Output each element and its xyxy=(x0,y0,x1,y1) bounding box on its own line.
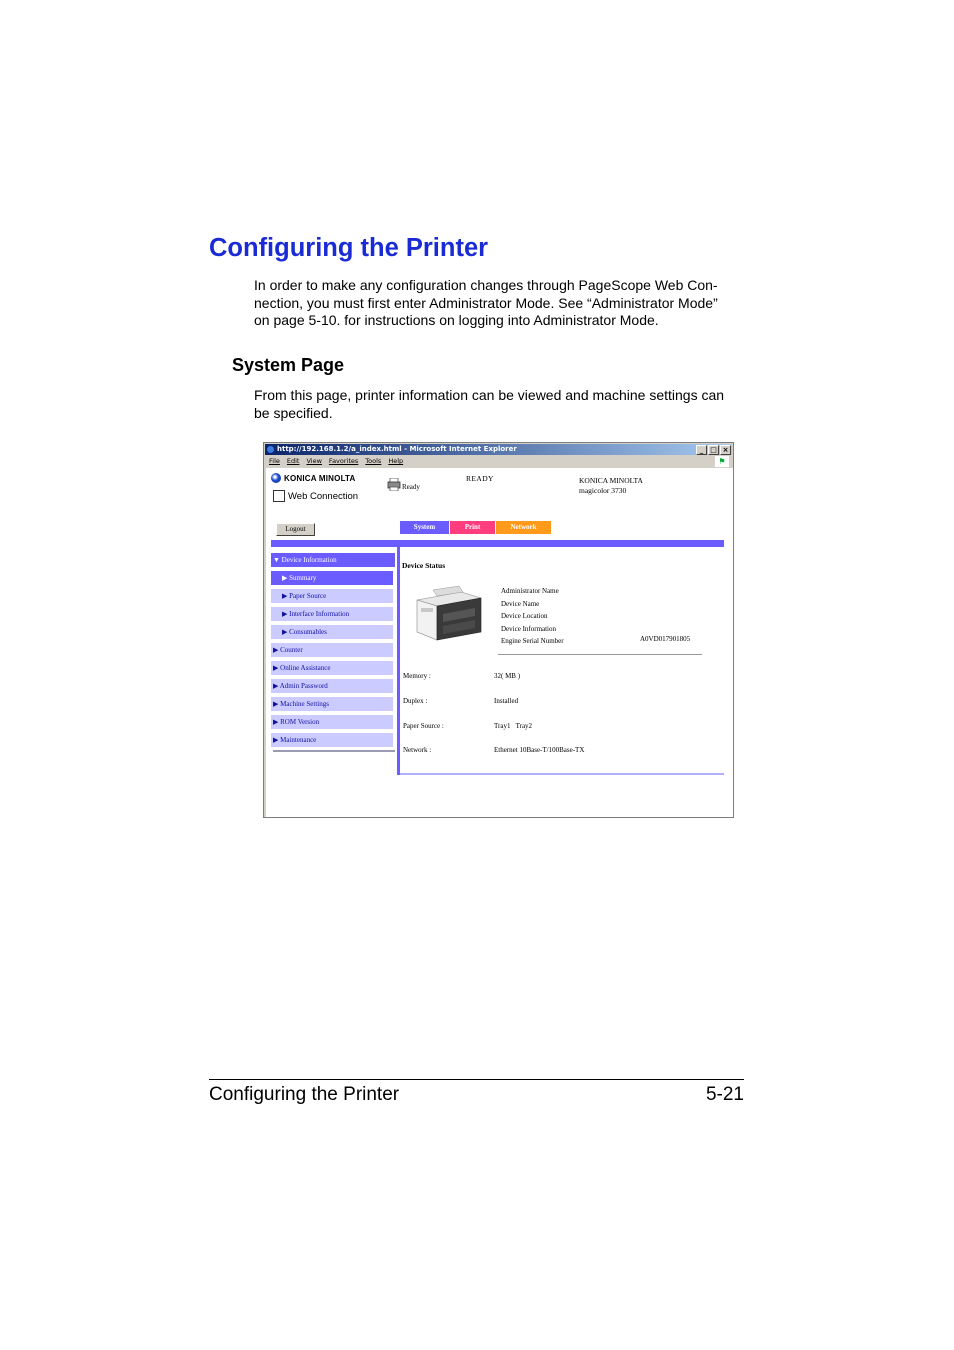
engine-serial-value: A0VD017901805 xyxy=(640,635,691,643)
field-device-name: Device Name xyxy=(501,599,540,608)
pagescope-mark-icon xyxy=(273,490,285,502)
section-heading: System Page xyxy=(232,355,345,375)
brand-name: KONICA MINOLTA xyxy=(284,473,356,483)
nav-summary[interactable]: ▶ Summary xyxy=(271,571,393,585)
device-status-title: Device Status xyxy=(402,561,446,570)
spec-duplex-value: Installed xyxy=(494,697,519,705)
nav-online-assistance[interactable]: ▶ Online Assistance xyxy=(271,661,393,675)
nav-device-information[interactable]: ▼ Device Information xyxy=(271,553,395,567)
spec-network-value: Ethernet 10Base-T/100Base-TX xyxy=(494,746,585,754)
nav-consumables[interactable]: ▶ Consumables xyxy=(271,625,393,639)
footer-page-number: 5-21 xyxy=(705,1084,744,1105)
model-brand: KONICA MINOLTA xyxy=(579,476,643,485)
product-name: Web Connection xyxy=(288,490,359,502)
main-tabs xyxy=(400,521,551,534)
close-button[interactable]: × xyxy=(720,445,731,455)
info-divider xyxy=(498,654,702,655)
spec-duplex-label: Duplex : xyxy=(403,697,428,705)
minimize-button[interactable]: _ xyxy=(696,445,707,455)
web-content xyxy=(266,468,733,817)
menu-tools[interactable]: Tools xyxy=(365,457,382,465)
nav-machine-settings[interactable]: ▶ Machine Settings xyxy=(271,697,393,711)
page-heading: Configuring the Printer xyxy=(209,234,489,262)
ie-icon xyxy=(267,446,274,453)
nav-interface-information[interactable]: ▶ Interface Information xyxy=(271,607,393,621)
logout-button[interactable]: Logout xyxy=(276,523,315,536)
maximize-button[interactable]: □ xyxy=(708,445,719,455)
tab-print[interactable]: Print xyxy=(450,521,495,534)
menu-view[interactable]: View xyxy=(306,457,322,465)
spec-memory-value: 32( MB ) xyxy=(494,672,521,680)
status-small: Ready xyxy=(402,483,420,491)
section-line: From this page, printer information can be viewed and machine settings can xyxy=(254,387,725,403)
printer-status-icon xyxy=(387,478,401,491)
spec-memory-label: Memory : xyxy=(403,672,431,680)
status-top: READY xyxy=(466,474,494,483)
tab-system[interactable]: System xyxy=(400,521,449,534)
browser-titlebar xyxy=(265,444,732,455)
pagescope-logo xyxy=(273,490,358,502)
intro-line: In order to make any configuration changes through PageScope Web Con- xyxy=(254,277,718,293)
browser-menubar xyxy=(265,456,732,467)
spec-paper-source-label: Paper Source : xyxy=(403,722,444,730)
intro-line: nection, you must first enter Administrator Mode. See “Administrator Mode” xyxy=(254,294,718,311)
konica-minolta-logo xyxy=(271,473,356,483)
nav-divider xyxy=(397,547,400,775)
nav-maintenance[interactable]: ▶ Maintenance xyxy=(271,733,393,747)
intro-paragraph xyxy=(254,277,740,330)
nav-admin-password[interactable]: ▶ Admin Password xyxy=(271,679,393,693)
field-device-location: Device Location xyxy=(501,612,548,620)
tab-underline-bar xyxy=(271,540,724,547)
menu-file[interactable]: File xyxy=(269,457,280,465)
tab-network[interactable]: Network xyxy=(496,521,551,534)
browser-title: http://192.168.1.2/a_index.html - Microsoft Internet Explorer xyxy=(277,445,517,453)
section-paragraph xyxy=(254,387,740,422)
menu-favorites[interactable]: Favorites xyxy=(328,457,359,465)
nav-rom-version[interactable]: ▶ ROM Version xyxy=(271,715,393,729)
model-name: magicolor 3730 xyxy=(579,486,627,495)
footer-title: Configuring the Printer xyxy=(209,1084,400,1105)
nav-paper-source[interactable]: ▶ Paper Source xyxy=(271,589,393,603)
menu-help[interactable]: Help xyxy=(388,457,404,465)
menu-edit[interactable]: Edit xyxy=(286,457,300,465)
spec-paper-source-value: Tray1 Tray2 xyxy=(494,722,533,730)
field-engine-serial-number: Engine Serial Number xyxy=(501,637,564,645)
spec-network-label: Network : xyxy=(403,746,432,754)
intro-line: on page 5-10. for instructions on logging into Administrator Mode. xyxy=(254,312,659,329)
printer-image xyxy=(413,584,485,644)
field-administrator-name: Administrator Name xyxy=(501,587,559,595)
window-controls xyxy=(696,445,731,454)
globe-icon xyxy=(271,473,281,483)
windows-logo-icon: ⚑ xyxy=(715,456,729,467)
nav-bottom-rule xyxy=(273,750,395,752)
browser-screenshot xyxy=(263,442,734,818)
field-device-information: Device Information xyxy=(501,624,557,633)
section-line: be specified. xyxy=(254,404,333,421)
nav-counter[interactable]: ▶ Counter xyxy=(271,643,393,657)
device-fields xyxy=(501,585,564,648)
model-info xyxy=(579,476,643,496)
content-bottom-rule xyxy=(400,773,724,775)
footer-rule xyxy=(209,1079,744,1080)
